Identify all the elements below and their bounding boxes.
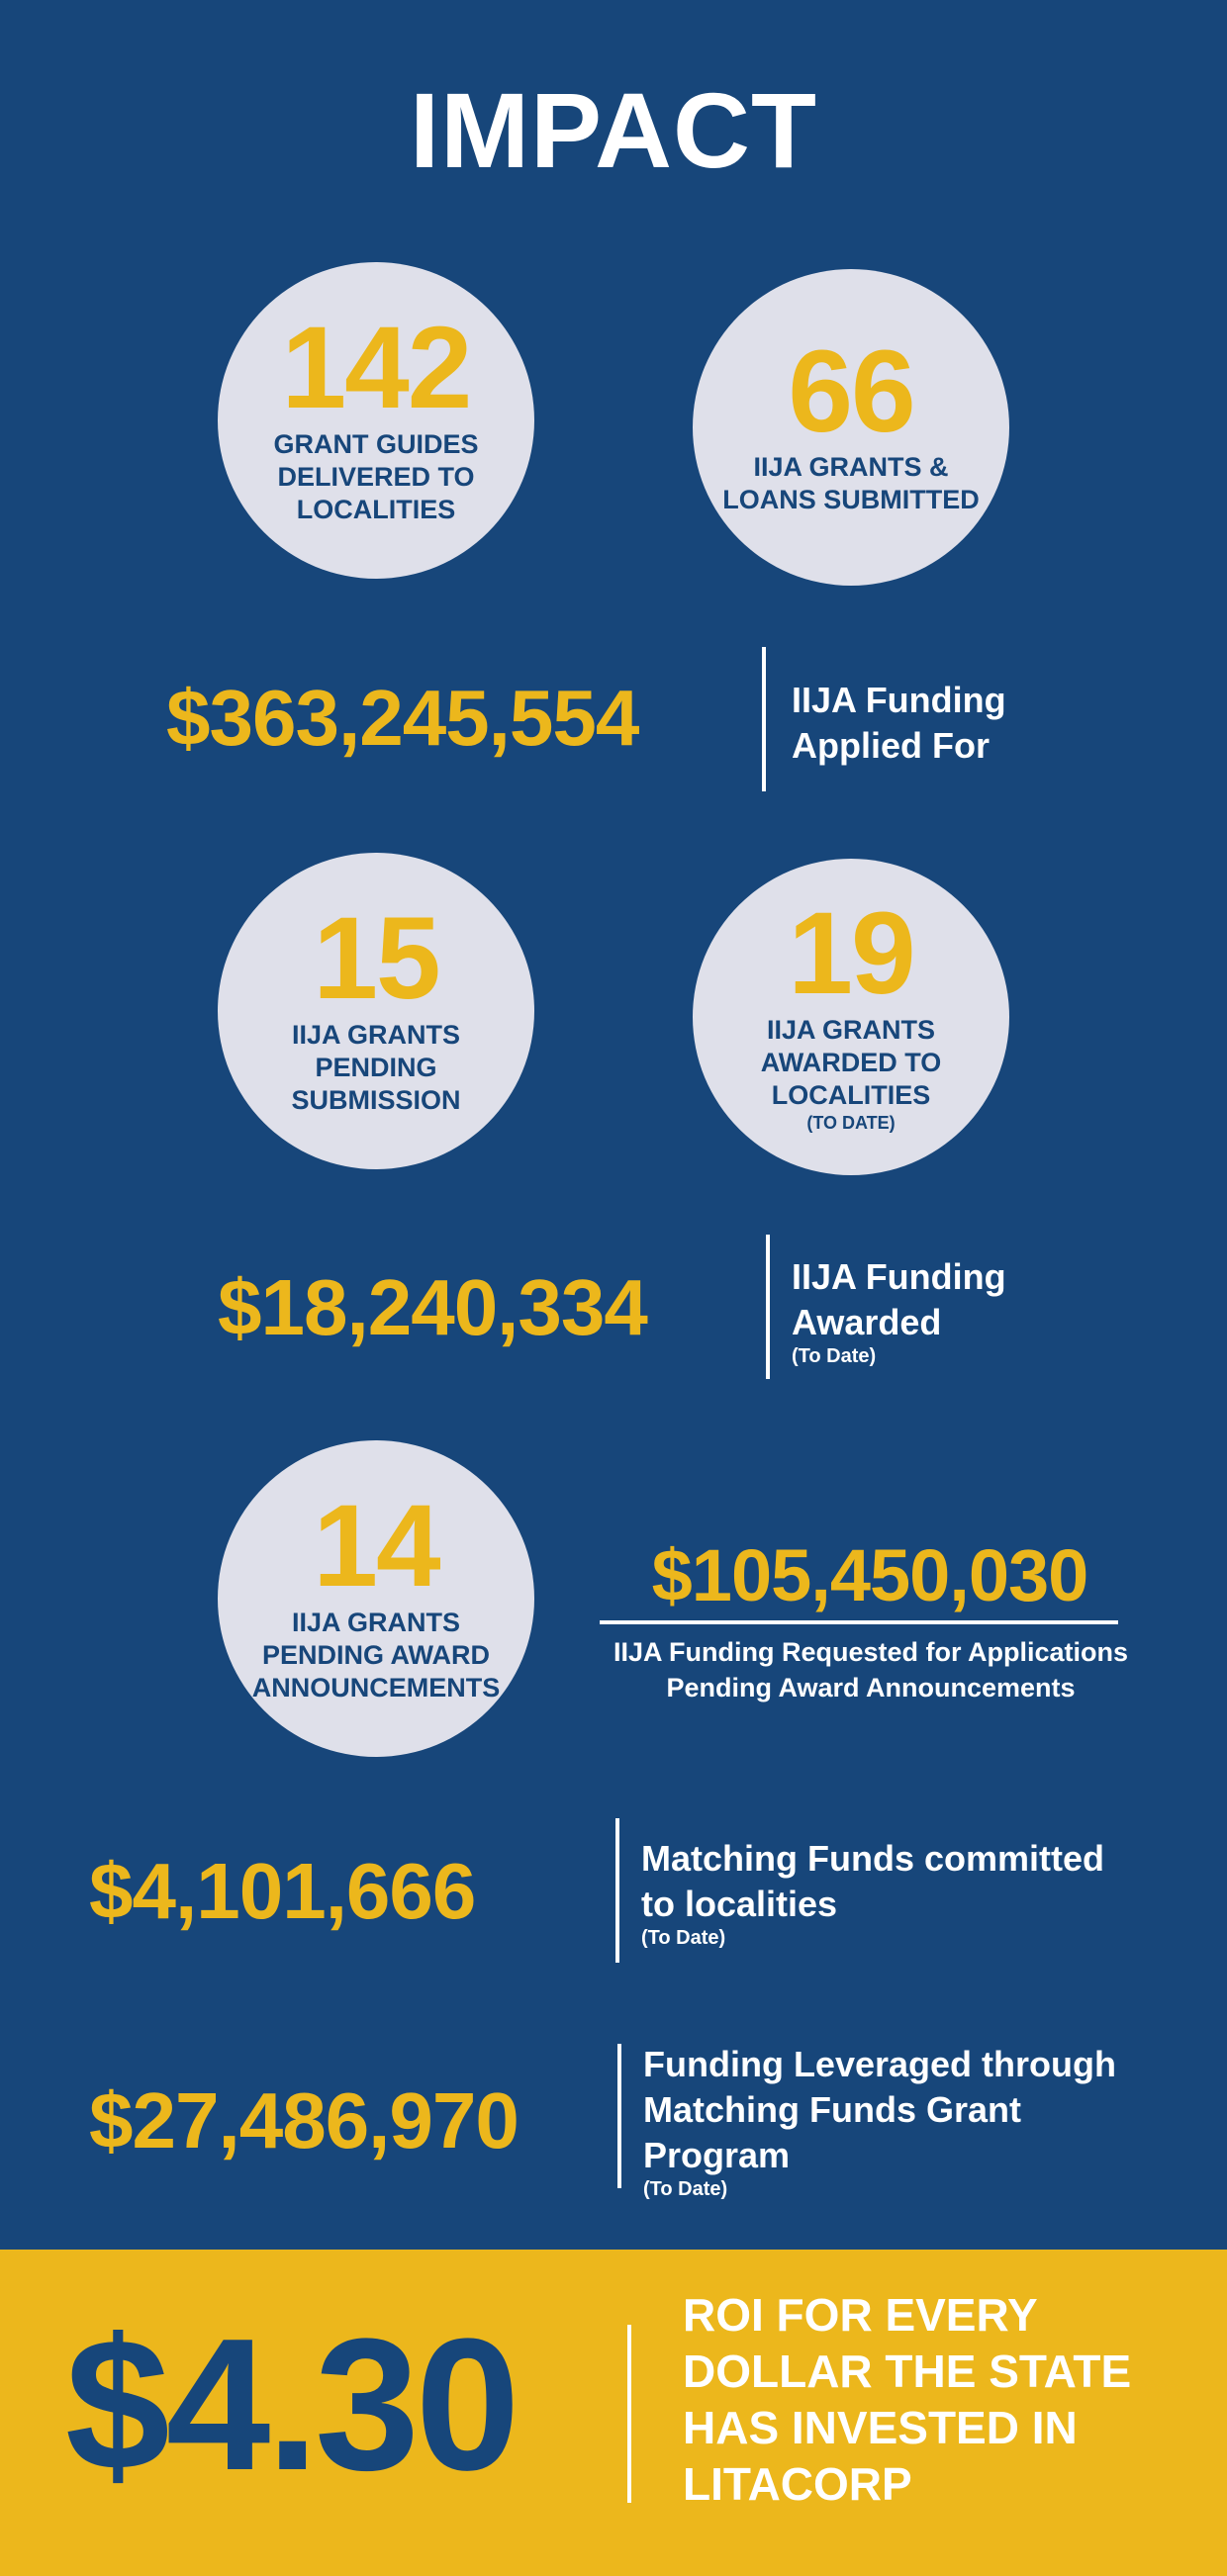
funding-awarded-label: IIJA Funding Awarded bbox=[792, 1256, 1006, 1342]
roi-banner bbox=[0, 2250, 1227, 2576]
page-title: IMPACT bbox=[410, 70, 817, 190]
stat-circle-grants-awarded bbox=[693, 859, 1009, 1175]
funding-awarded-amount: $18,240,334 bbox=[218, 1263, 647, 1351]
matching-funds-desc bbox=[641, 1836, 1104, 1949]
stat-label: IIJA GRANTS & LOANS SUBMITTED bbox=[722, 452, 980, 515]
stat-circle-pending-awards bbox=[218, 1440, 534, 1757]
funding-leveraged-desc bbox=[643, 2042, 1116, 2200]
divider bbox=[615, 1818, 619, 1963]
stat-number: 15 bbox=[313, 893, 439, 1025]
stat-label: GRANT GUIDES DELIVERED TO LOCALITIES bbox=[273, 428, 479, 524]
matching-funds-amount: $4,101,666 bbox=[89, 1847, 476, 1935]
divider bbox=[627, 2325, 631, 2503]
matching-funds-label: Matching Funds committed to localities bbox=[641, 1838, 1104, 1924]
divider bbox=[617, 2044, 621, 2188]
stat-circle-grants-submitted bbox=[693, 269, 1009, 586]
stat-label: IIJA GRANTS AWARDED TO LOCALITIES bbox=[760, 1014, 942, 1110]
divider bbox=[766, 1235, 770, 1379]
funding-applied-label: IIJA Funding Applied For bbox=[792, 680, 1006, 766]
stat-label: IIJA GRANTS PENDING SUBMISSION bbox=[291, 1019, 461, 1115]
roi-label: ROI FOR EVERY DOLLAR THE STATE HAS INVESTED IN LITACORP bbox=[683, 2289, 1132, 2510]
funding-leveraged-amount: $27,486,970 bbox=[89, 2076, 519, 2164]
funding-awarded-desc bbox=[792, 1254, 1006, 1367]
funding-leveraged-label: Funding Leveraged through Matching Funds Grant Program bbox=[643, 2044, 1116, 2175]
stat-label: IIJA GRANTS PENDING AWARD ANNOUNCEMENTS bbox=[251, 1607, 501, 1702]
pending-awards-amount-label: IIJA Funding Requested for Applications Pending Award Announcements bbox=[613, 1637, 1128, 1702]
divider bbox=[762, 647, 766, 791]
stat-number: 66 bbox=[788, 325, 914, 457]
stat-number: 19 bbox=[788, 888, 914, 1020]
stat-circle-pending-submission bbox=[218, 853, 534, 1169]
pending-awards-amount: $105,450,030 bbox=[651, 1534, 1088, 1616]
matching-funds-note: (To Date) bbox=[641, 1927, 726, 1949]
stat-note: (TO DATE) bbox=[806, 1112, 896, 1133]
roi-amount: $4.30 bbox=[65, 2300, 517, 2510]
divider bbox=[600, 1620, 1118, 1624]
funding-applied-amount: $363,245,554 bbox=[166, 674, 639, 762]
funding-awarded-note: (To Date) bbox=[792, 1345, 877, 1367]
funding-leveraged-note: (To Date) bbox=[643, 2178, 728, 2200]
stat-number: 142 bbox=[281, 303, 471, 434]
stat-circle-grant-guides bbox=[218, 262, 534, 579]
stat-number: 14 bbox=[313, 1481, 439, 1612]
